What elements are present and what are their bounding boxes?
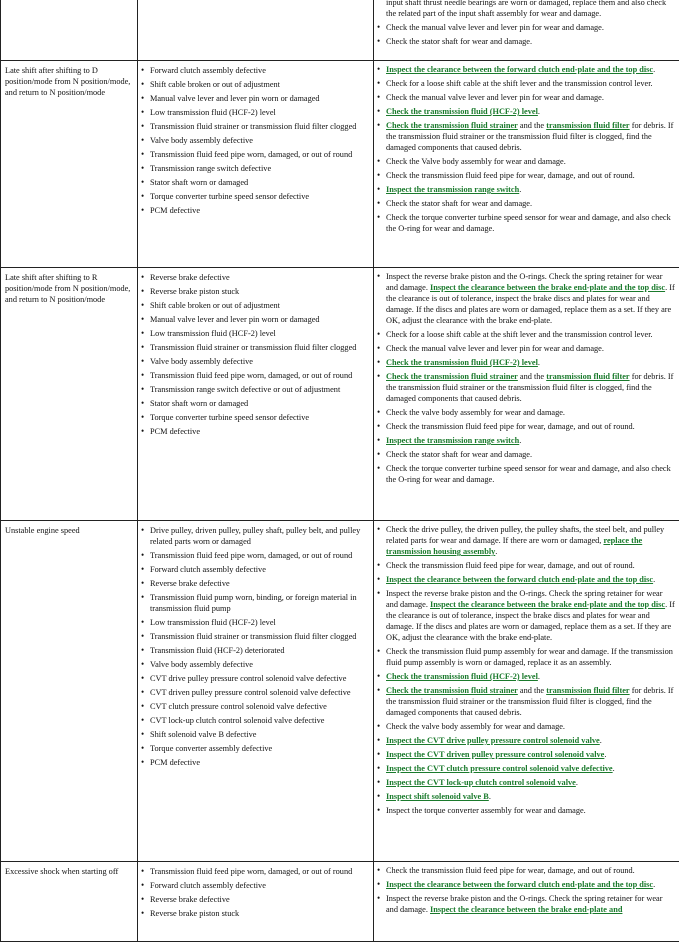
action-text: . xyxy=(604,750,606,759)
cause-item: • PCM defective xyxy=(150,426,369,437)
action-text: . xyxy=(538,107,540,116)
action-item xyxy=(386,721,676,732)
action-cell xyxy=(374,862,679,942)
procedure-link[interactable]: Check the transmission fluid (HCF-2) level xyxy=(386,672,538,681)
action-text: . xyxy=(495,547,497,556)
action-item xyxy=(386,893,676,915)
action-text: Check the transmission fluid feed pipe for wear, damage, and out of round. xyxy=(386,561,635,570)
action-text: Check the stator shaft for wear and damage. xyxy=(386,37,532,46)
procedure-link[interactable]: Check the transmission fluid strainer xyxy=(386,372,518,381)
action-item xyxy=(386,271,676,326)
action-item xyxy=(386,671,676,682)
cause-item: • Torque converter turbine speed sensor defective xyxy=(150,412,369,423)
cause-item: • Forward clutch assembly defective xyxy=(150,880,369,891)
action-text: Check the transmission fluid pump assembly for wear and damage. If the transmission fluid pump assembly is worn or damaged, replace it as an assembly. xyxy=(386,647,673,667)
action-text: Inspect the reverse brake piston and the O-rings. Check the spring retainer for wear and damage. xyxy=(386,894,662,914)
action-text: Check the valve body assembly for wear and damage. xyxy=(386,722,565,731)
action-text: and the xyxy=(518,121,546,130)
procedure-link[interactable]: Check the transmission fluid strainer xyxy=(386,121,518,130)
action-item xyxy=(386,735,676,746)
cause-item: • PCM defective xyxy=(150,205,369,216)
procedure-link[interactable]: Inspect the clearance between the brake end-plate and xyxy=(430,905,622,914)
action-item xyxy=(386,435,676,446)
action-item xyxy=(386,449,676,460)
procedure-link[interactable]: Check the transmission fluid strainer xyxy=(386,686,518,695)
action-item xyxy=(386,0,676,19)
cause-item: • PCM defective xyxy=(150,757,369,768)
cause-cell xyxy=(138,0,374,61)
procedure-link[interactable]: Inspect shift solenoid valve B xyxy=(386,792,489,801)
cause-item: • Forward clutch assembly defective xyxy=(150,65,369,76)
action-item xyxy=(386,777,676,788)
procedure-link[interactable]: Inspect the CVT lock-up clutch control solenoid valve xyxy=(386,778,576,787)
action-text: Check the manual valve lever and lever pin for wear and damage. xyxy=(386,93,604,102)
table-row xyxy=(1,0,679,61)
action-text: for debris. If the transmission fluid strainer or the transmission fluid filter is clogged, find the damaged components that caused debris. xyxy=(386,372,673,403)
cause-item: • Transmission fluid feed pipe worn, damaged, or out of round xyxy=(150,866,369,877)
action-item xyxy=(386,865,676,876)
action-text: Check for a loose shift cable at the shift lever and the transmission control lever. xyxy=(386,79,653,88)
action-text: Check the stator shaft for wear and damage. xyxy=(386,450,532,459)
cause-item: • Low transmission fluid (HCF-2) level xyxy=(150,328,369,339)
cause-item: • Transmission fluid feed pipe worn, damaged, or out of round xyxy=(150,370,369,381)
action-text: Check the valve body assembly for wear and damage. xyxy=(386,408,565,417)
table-row xyxy=(1,521,679,862)
cause-item: • Transmission fluid feed pipe worn, damaged, or out of round xyxy=(150,550,369,561)
action-text: Check for a loose shift cable at the shift lever and the transmission control lever. xyxy=(386,330,653,339)
action-item xyxy=(386,685,676,718)
action-item xyxy=(386,170,676,181)
procedure-link[interactable]: Inspect the clearance between the brake end-plate and the top disc xyxy=(430,283,665,292)
action-cell xyxy=(374,268,679,521)
cause-item: • Transmission fluid (HCF-2) deteriorated xyxy=(150,645,369,656)
cause-item: • Transmission fluid strainer or transmission fluid filter clogged xyxy=(150,631,369,642)
cause-item: • Transmission fluid strainer or transmission fluid filter clogged xyxy=(150,342,369,353)
procedure-link[interactable]: transmission fluid filter xyxy=(546,121,629,130)
action-item xyxy=(386,524,676,557)
cause-cell xyxy=(138,268,374,521)
action-text: Check the stator shaft for wear and damage. xyxy=(386,199,532,208)
action-text: . If the clearance is out of tolerance, inspect the brake discs and plates for wear and damage. If the discs and plates are worn or damaged, replace them as a set. If they are OK, adjust the clearance with the brake end-plate. xyxy=(386,283,675,325)
action-item xyxy=(386,763,676,774)
table-row xyxy=(1,61,679,268)
cause-item: • Torque converter assembly defective xyxy=(150,743,369,754)
action-item xyxy=(386,646,676,668)
procedure-link[interactable]: transmission fluid filter xyxy=(546,372,629,381)
procedure-link[interactable]: Inspect the CVT driven pulley pressure control solenoid valve xyxy=(386,750,604,759)
action-item xyxy=(386,156,676,167)
procedure-link[interactable]: Check the transmission fluid (HCF-2) level xyxy=(386,358,538,367)
procedure-link[interactable]: Inspect the CVT drive pulley pressure control solenoid valve xyxy=(386,736,600,745)
action-text: Check the torque converter turbine speed sensor for wear and damage, and also check the O-ring for wear and damage. xyxy=(386,213,671,233)
symptom-cell: Late shift after shifting to D position/mode from N position/mode, and return to N position/mode xyxy=(1,61,138,268)
action-text: and the xyxy=(518,686,546,695)
cause-item: • Manual valve lever and lever pin worn or damaged xyxy=(150,93,369,104)
action-item xyxy=(386,371,676,404)
action-text: Check the transmission fluid feed pipe for wear, damage, and out of round. xyxy=(386,171,635,180)
cause-item: • Transmission range switch defective xyxy=(150,163,369,174)
action-text: . xyxy=(489,792,491,801)
action-item xyxy=(386,407,676,418)
action-text: Check the torque converter turbine speed sensor for wear and damage, and also check the O-ring for wear and damage. xyxy=(386,464,671,484)
action-text: . xyxy=(576,778,578,787)
action-item xyxy=(386,184,676,195)
symptom-cell: Unstable engine speed xyxy=(1,521,138,862)
cause-item: • Transmission range switch defective or out of adjustment xyxy=(150,384,369,395)
table-row xyxy=(1,268,679,521)
action-item xyxy=(386,805,676,816)
action-text: . xyxy=(653,65,655,74)
procedure-link[interactable]: Inspect the clearance between the forward clutch end-plate and the top disc xyxy=(386,575,653,584)
cause-item: • Transmission fluid feed pipe worn, damaged, or out of round xyxy=(150,149,369,160)
action-text: Check the manual valve lever and lever pin for wear and damage. xyxy=(386,344,604,353)
cause-item: • Reverse brake defective xyxy=(150,272,369,283)
table-row xyxy=(1,862,679,942)
cause-cell xyxy=(138,862,374,942)
cause-item: • Reverse brake defective xyxy=(150,894,369,905)
procedure-link[interactable]: transmission fluid filter xyxy=(546,686,629,695)
action-item xyxy=(386,106,676,117)
cause-item: • Forward clutch assembly defective xyxy=(150,564,369,575)
cause-item: • Shift cable broken or out of adjustment xyxy=(150,300,369,311)
action-text: input shaft thrust needle bearings are worn or damaged, replace them and also check the related part of the input shaft assembly for wear and damage. xyxy=(386,0,666,18)
action-item xyxy=(386,463,676,485)
symptom-cell: Late shift after shifting to R position/mode from N position/mode, and return to N position/mode xyxy=(1,268,138,521)
action-text: . xyxy=(600,736,602,745)
cause-item: • Transmission fluid strainer or transmission fluid filter clogged xyxy=(150,121,369,132)
procedure-link[interactable]: replace the transmission housing assembly xyxy=(386,536,642,556)
action-text: . xyxy=(519,436,521,445)
action-text: Check the manual valve lever and lever pin for wear and damage. xyxy=(386,23,604,32)
cause-item: • Valve body assembly defective xyxy=(150,135,369,146)
action-item xyxy=(386,92,676,103)
procedure-link[interactable]: Inspect the clearance between the brake end-plate and the top disc xyxy=(430,600,665,609)
cause-item: • Low transmission fluid (HCF-2) level xyxy=(150,107,369,118)
procedure-link[interactable]: Inspect the CVT clutch pressure control solenoid valve defective xyxy=(386,764,613,773)
action-item xyxy=(386,421,676,432)
action-item xyxy=(386,36,676,47)
action-text: . xyxy=(653,880,655,889)
action-item xyxy=(386,22,676,33)
action-text: . If the clearance is out of tolerance, inspect the brake discs and plates for wear and damage. If the discs and plates are worn or damaged, replace them as a set. If they are OK, adjust the clearance with the brake end-plate. xyxy=(386,600,675,642)
cause-item: • Manual valve lever and lever pin worn or damaged xyxy=(150,314,369,325)
cause-item: • Reverse brake piston stuck xyxy=(150,908,369,919)
action-item xyxy=(386,588,676,643)
procedure-link[interactable]: Check the transmission fluid (HCF-2) level xyxy=(386,107,538,116)
action-text: Check the drive pulley, the driven pulley, the pulley shafts, the steel belt, and pulley related parts for wear and damage. If there are worn or damaged, xyxy=(386,525,664,545)
action-text: Check the transmission fluid feed pipe for wear, damage, and out of round. xyxy=(386,866,635,875)
cause-item: • Reverse brake defective xyxy=(150,578,369,589)
cause-cell xyxy=(138,521,374,862)
action-text: for debris. If the transmission fluid strainer or the transmission fluid filter is clogged, find the damaged components that caused debris. xyxy=(386,121,673,152)
action-item xyxy=(386,78,676,89)
action-item xyxy=(386,791,676,802)
action-item xyxy=(386,343,676,354)
action-text: and the xyxy=(518,372,546,381)
action-item xyxy=(386,879,676,890)
action-item xyxy=(386,560,676,571)
action-text: . xyxy=(519,185,521,194)
cause-item: • Torque converter turbine speed sensor defective xyxy=(150,191,369,202)
action-text: Check the Valve body assembly for wear and damage. xyxy=(386,157,566,166)
action-text: Check the transmission fluid feed pipe for wear, damage, and out of round. xyxy=(386,422,635,431)
action-text: Inspect the reverse brake piston and the O-rings. Check the spring retainer for wear and damage. xyxy=(386,589,662,609)
cause-item: • Stator shaft worn or damaged xyxy=(150,398,369,409)
action-item xyxy=(386,357,676,368)
symptom-cell: Excessive shock when starting off xyxy=(1,862,138,942)
action-cell xyxy=(374,521,679,862)
procedure-link[interactable]: Inspect the transmission range switch xyxy=(386,436,519,445)
cause-item: • CVT driven pulley pressure control solenoid valve defective xyxy=(150,687,369,698)
action-text: . xyxy=(538,672,540,681)
action-text: for debris. If the transmission fluid strainer or the transmission fluid filter is clogged, find the damaged components that caused debris. xyxy=(386,686,673,717)
action-text: . xyxy=(538,358,540,367)
action-item xyxy=(386,329,676,340)
action-item xyxy=(386,212,676,234)
cause-item: • Valve body assembly defective xyxy=(150,356,369,367)
cause-item: • CVT lock-up clutch control solenoid valve defective xyxy=(150,715,369,726)
cause-item: • Transmission fluid pump worn, binding, or foreign material in transmission fluid pump xyxy=(150,592,369,614)
action-text: Inspect the reverse brake piston and the O-rings. Check the spring retainer for wear and damage. xyxy=(386,272,662,292)
cause-item: • Stator shaft worn or damaged xyxy=(150,177,369,188)
cause-item: • Valve body assembly defective xyxy=(150,659,369,670)
action-cell xyxy=(374,61,679,268)
action-item xyxy=(386,198,676,209)
action-item xyxy=(386,574,676,585)
cause-item: • Shift solenoid valve B defective xyxy=(150,729,369,740)
cause-item: • Reverse brake piston stuck xyxy=(150,286,369,297)
action-text: . xyxy=(613,764,615,773)
procedure-link[interactable]: Inspect the clearance between the forward clutch end-plate and the top disc xyxy=(386,65,653,74)
cause-item: • Shift cable broken or out of adjustment xyxy=(150,79,369,90)
action-text: . xyxy=(653,575,655,584)
action-cell xyxy=(374,0,679,61)
action-text: Inspect the torque converter assembly for wear and damage. xyxy=(386,806,586,815)
symptom-cell xyxy=(1,0,138,61)
cause-item: • CVT clutch pressure control solenoid valve defective xyxy=(150,701,369,712)
action-item xyxy=(386,749,676,760)
cause-item: • Low transmission fluid (HCF-2) level xyxy=(150,617,369,628)
cause-cell xyxy=(138,61,374,268)
procedure-link[interactable]: Inspect the transmission range switch xyxy=(386,185,519,194)
action-item xyxy=(386,64,676,75)
action-item xyxy=(386,120,676,153)
cause-item: • Drive pulley, driven pulley, pulley shaft, pulley belt, and pulley related parts worn or damaged xyxy=(150,525,369,547)
procedure-link[interactable]: Inspect the clearance between the forward clutch end-plate and the top disc xyxy=(386,880,653,889)
cause-item: • CVT drive pulley pressure control solenoid valve defective xyxy=(150,673,369,684)
